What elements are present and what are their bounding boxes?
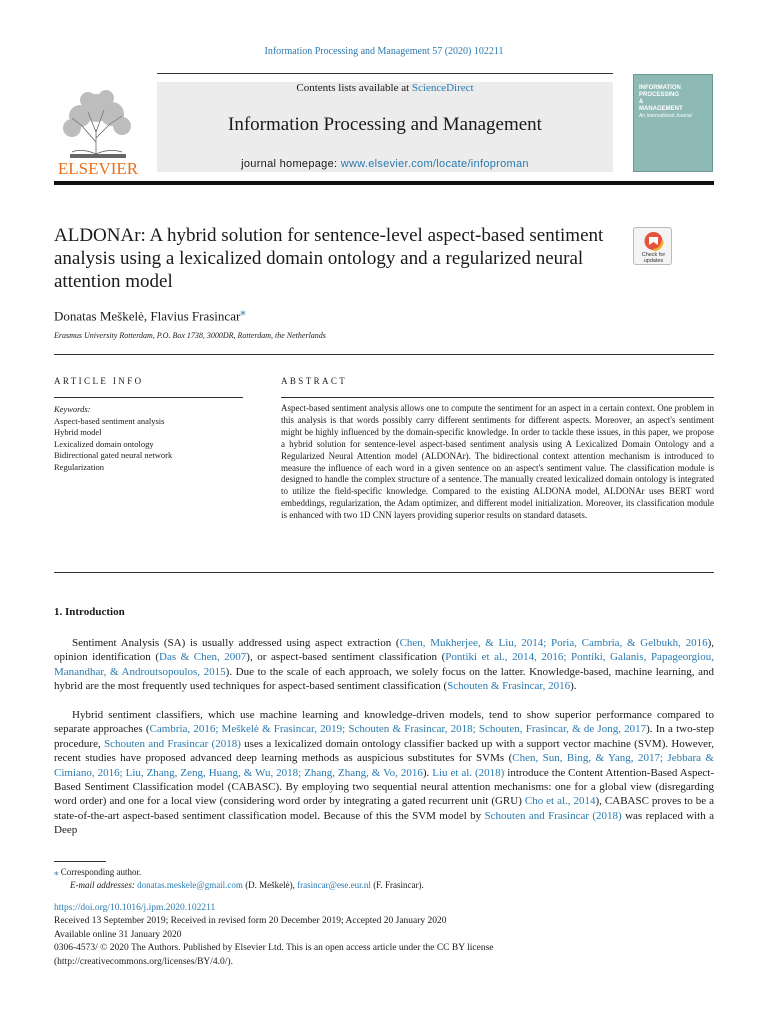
email-link-2[interactable]: frasincar@ese.eur.nl: [297, 880, 371, 890]
elsevier-logo: [52, 82, 144, 178]
keywords-block: [54, 404, 244, 474]
keyword-item: Regularization: [54, 461, 105, 472]
email-label: E-mail addresses:: [70, 880, 135, 890]
footnote-mark[interactable]: ⁎: [54, 867, 59, 877]
authors: Donatas Meškelė, Flavius Frasincar: [54, 308, 241, 324]
body-text: ).: [570, 680, 577, 693]
citation-link[interactable]: Schouten and Frasincar (2018): [104, 737, 241, 750]
citation-link[interactable]: Schouten and Frasincar (2018): [484, 809, 622, 822]
cover-line: PROCESSING: [639, 92, 680, 98]
journal-title: Information Processing and Management: [228, 114, 542, 135]
section-heading-introduction: 1. Introduction: [54, 606, 125, 618]
keyword-item: Bidirectional gated neural network: [54, 450, 173, 461]
license-url[interactable]: (http://creativecommons.org/licenses/BY/4.0/).: [54, 956, 233, 967]
contents-line: [157, 82, 613, 94]
intro-paragraph-1: [54, 636, 714, 694]
cover-subtitle: An International Journal: [639, 113, 692, 119]
corresponding-author-mark[interactable]: ⁎: [240, 306, 246, 318]
header-top-rule: [157, 73, 613, 74]
affiliation: Erasmus University Rotterdam, P.O. Box 1738, 3000DR, Rotterdam, the Netherlands: [54, 331, 326, 340]
journal-cover-thumbnail[interactable]: [633, 74, 713, 172]
keywords-label: Keywords:: [54, 404, 91, 414]
keyword-item: Aspect-based sentiment analysis: [54, 415, 165, 426]
cover-title: [639, 85, 692, 120]
body-text: ).: [422, 766, 433, 779]
badge-line2: updates: [643, 258, 664, 264]
badge-line1: Check for: [641, 252, 666, 258]
online-date: Available online 31 January 2020: [54, 929, 182, 940]
divider: [54, 354, 714, 355]
body-text: ). In a two-step procedure,: [54, 723, 714, 750]
body-text: introduce the Content Attention-Based Aspect-Based Sentiment Classification model (CABASC). By employing two sequential neural attention mechanisms: one for a global view (disregarding word order) and one for a local view (considering word order by integrating a gated recurrent unit (GRU): [54, 766, 714, 808]
article-info-heading: ARTICLE INFO: [54, 376, 144, 386]
article-title: ALDONAr: A hybrid solution for sentence-level aspect-based sentiment analysis using a lexicalized domain ontology and a regularized neural attention model: [54, 225, 604, 292]
email-owner-2: (F. Frasincar).: [370, 880, 424, 890]
elsevier-tree-icon: [52, 82, 144, 178]
citation-link[interactable]: Das & Chen, 2007: [159, 651, 247, 664]
check-for-updates-button[interactable]: [633, 227, 672, 265]
body-text: Sentiment Analysis (SA) is usually addressed using aspect extraction (: [72, 637, 400, 649]
divider: [54, 572, 714, 573]
citation-link[interactable]: Schouten & Frasincar, 2016: [447, 680, 571, 693]
email-note: [54, 879, 424, 892]
license-line: 0306-4573/ © 2020 The Authors. Published by Elsevier Ltd. This is an open access article under the CC BY license: [54, 943, 494, 954]
check-updates-icon: [634, 228, 673, 266]
journal-reference[interactable]: Information Processing and Management 57 (2020) 102211: [264, 46, 504, 57]
body-text: Hybrid sentiment classifiers, which use machine learning and knowledge-driven models, tend to show superior performance compared to separate approaches (: [54, 709, 714, 736]
abstract-heading: ABSTRACT: [281, 376, 348, 386]
homepage-link[interactable]: www.elsevier.com/locate/infoproman: [340, 158, 529, 170]
corresponding-note: [54, 866, 424, 879]
body-text: was replaced with a Deep: [54, 809, 714, 837]
body-text: ), or aspect-based sentiment classification (: [246, 651, 446, 664]
author-list: [54, 305, 246, 324]
body-text: ), CABASC proves to be a state-of-the-art aspect-based sentiment classification model. Because of this the SVM model by: [54, 795, 714, 822]
citation-link[interactable]: Pontiki et al., 2014, 2016; Pontiki, Galanis, Papageorgiou, Manandhar, & Androutsopoulos, 2015: [54, 651, 714, 678]
intro-paragraph-2: [54, 708, 714, 838]
citation-link[interactable]: Liu et al. (2018): [432, 766, 505, 779]
citation-link[interactable]: Cambria, 2016; Meškelė & Frasincar, 2019; Schouten & Frasincar, 2018; Schouten, Frasincar, & de Jong, 2017: [149, 723, 647, 736]
doi-link[interactable]: https://doi.org/10.1016/j.ipm.2020.102211: [54, 903, 216, 913]
footnote: [54, 866, 424, 892]
email-owner-1: (D. Meškelė),: [242, 880, 298, 890]
cover-line: INFORMATION: [639, 85, 681, 91]
cover-line: MANAGEMENT: [639, 106, 683, 112]
corresponding-text: Corresponding author.: [60, 867, 142, 877]
email-link-1[interactable]: donatas.meskele@gmail.com: [137, 880, 243, 890]
keyword-item: Lexicalized domain ontology: [54, 438, 154, 449]
sciencedirect-link[interactable]: ScienceDirect: [411, 82, 474, 94]
homepage-prefix: journal homepage:: [241, 158, 341, 170]
journal-homepage: [157, 158, 613, 170]
received-dates: Received 13 September 2019; Received in revised form 20 December 2019; Accepted 20 January 2020: [54, 916, 447, 927]
body-text: ), opinion identification (: [54, 637, 714, 664]
publisher-name: ELSEVIER: [57, 159, 139, 178]
body-text: ). Due to the scale of each approach, we solely focus on the latter. Knowledge-based, machine learning, and hybrid are the most frequently used techniques for aspect-based sentiment classification (: [54, 665, 714, 693]
body-text: uses a lexicalized domain ontology classifier backed up with a support vector machine (SVM). However, recent studies have proposed advanced deep learning methods as auspicious substitutes for SVMs (: [54, 737, 714, 765]
header-thick-rule: [54, 181, 714, 185]
divider: [54, 397, 243, 398]
citation-link[interactable]: Cho et al., 2014: [524, 795, 596, 808]
abstract-text: Aspect-based sentiment analysis allows one to compute the sentiment for an aspect in a certain context. One problem in this analysis is that words possibly carry different sentiments for different aspects. Moreover, an aspect's sentiment might be highly influenced by the domain-specific knowledge. In order to tackle these issues, in this paper, we propose a hybrid solution for sentence-level aspect-based sentiment analysis using A Lexicalized Domain Ontology and a Regularized Neural Attention model (ALDONAr). The bidirectional context attention mechanism is introduced to measure the influence of each word in a given sentence on an aspect's sentiment value. The classification module is designed to handle the complex structure of a sentence. The manually created lexicalized domain ontology is integrated to utilize the field-specific knowledge. Compared to the existing ALDONA model, ALDONAr uses BERT word embeddings, regularization, the Adam optimizer, and different model initialization. Moreover, its classification module is enhanced with two 1D CNN layers providing superior results on standard datasets.: [281, 403, 714, 521]
footnote-rule: [54, 861, 106, 862]
divider: [281, 397, 714, 398]
citation-link[interactable]: Chen, Sun, Bing, & Yang, 2017; Jebbara & Cimiano, 2016; Liu, Zhang, Zeng, Huang, & Wu, 2018; Zhang, Zhang, & Vo, 2016: [54, 752, 714, 779]
cover-line: &: [639, 99, 644, 105]
article-metadata: [54, 902, 493, 969]
keyword-item: Hybrid model: [54, 427, 102, 438]
contents-prefix: Contents lists available at: [296, 82, 412, 94]
citation-link[interactable]: Chen, Mukherjee, & Liu, 2014; Poria, Cambria, & Gelbukh, 2016: [399, 637, 708, 649]
